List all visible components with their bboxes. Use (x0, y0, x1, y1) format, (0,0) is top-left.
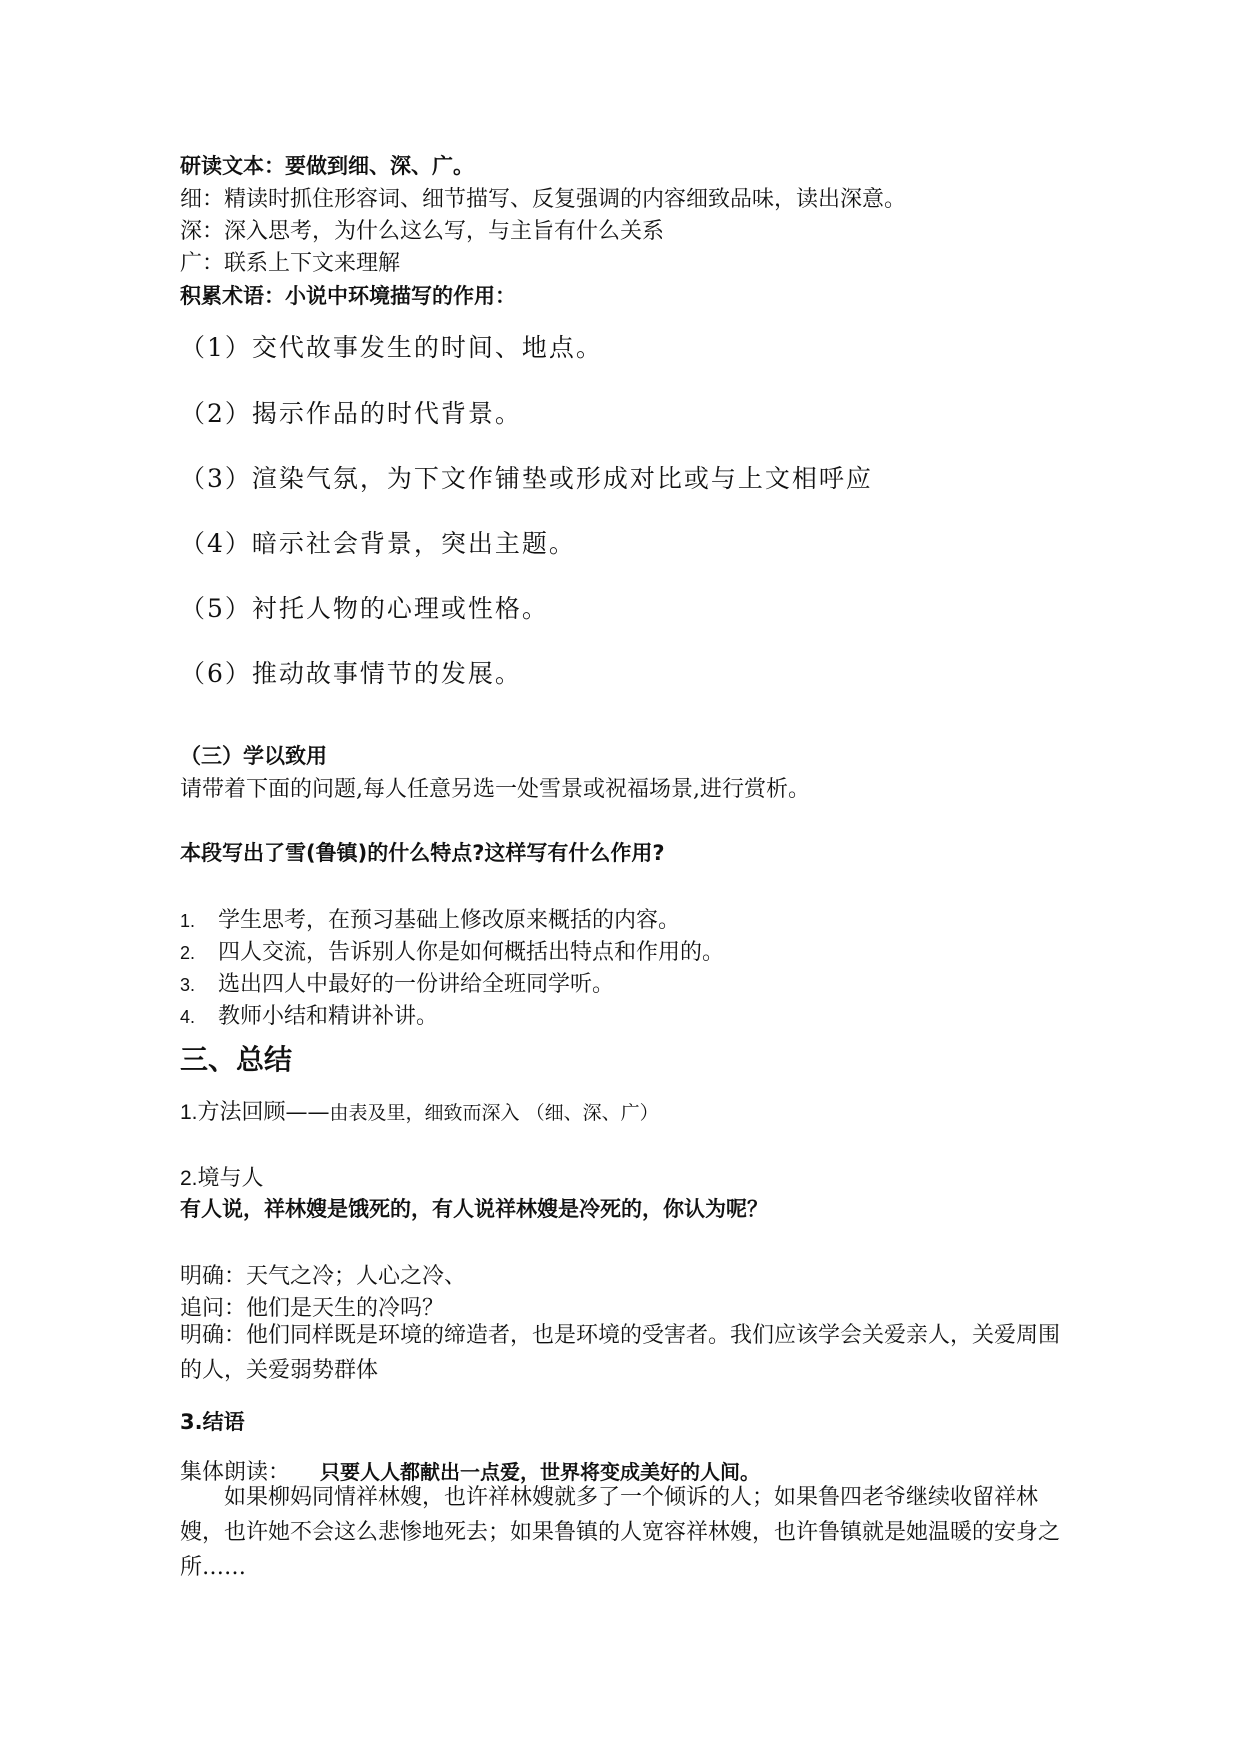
summary-heading: 三、总结 (180, 1043, 293, 1076)
method-text: 由表及里，细致而深入 （细、深、广） (329, 1102, 659, 1124)
group-reading-label: 集体朗读： (180, 1460, 291, 1485)
conclusion-paragraph: 如果柳妈同情祥林嫂，也许祥林嫂就多了一个倾诉的人；如果鲁四老爷继续收留祥林嫂，也许她不会这么悲惨地死去；如果鲁镇的人宽容祥林嫂，也许鲁镇就是她温暖的安身之所…… (180, 1485, 1061, 1580)
clarify-2: 明确：他们同样既是环境的缔造者，也是环境的受害者。我们应该学会关爱亲人，关爱周围的人，关爱弱势群体 (180, 1323, 1061, 1383)
method-label: 方法回顾—— (197, 1100, 330, 1125)
env-line (180, 1161, 264, 1192)
step-text: 四人交流，告诉别人你是如何概括出特点和作用的。 (218, 940, 725, 965)
step-text: 学生思考，在预习基础上修改原来概括的内容。 (218, 908, 681, 933)
apply-question: 本段写出了雪(鲁镇)的什么特点?这样写有什么作用? (180, 841, 665, 865)
method-review (180, 1095, 659, 1126)
term-item: （5）衬托人物的心理或性格。 (180, 594, 549, 623)
method-number: 1. (180, 1101, 198, 1124)
conclusion-heading: 3.结语 (180, 1410, 245, 1434)
step-item (180, 967, 614, 998)
term-item: （3）渲染气氛，为下文作铺垫或形成对比或与上文相呼应 (180, 464, 873, 493)
term-item: （4）暗示社会背景，突出主题。 (180, 529, 576, 558)
step-number: 2. (180, 943, 196, 963)
env-question: 有人说，祥林嫂是饿死的，有人说祥林嫂是冷死的，你认为呢？ (180, 1197, 768, 1221)
follow-up: 追问：他们是天生的冷吗？ (180, 1296, 445, 1321)
read-heading: 研读文本：要做到细、深、广。 (180, 154, 474, 178)
term-item: （6）推动故事情节的发展。 (180, 659, 522, 688)
step-text: 教师小结和精讲补讲。 (218, 1004, 439, 1029)
apply-heading: （三）学以致用 (180, 744, 327, 768)
step-item (180, 903, 680, 934)
read-fine: 细：精读时抓住形容词、细节描写、反复强调的内容细致品味，读出深意。 (180, 187, 907, 212)
apply-instruction: 请带着下面的问题,每人任意另选一处雪景或祝福场景,进行赏析。 (180, 777, 810, 802)
group-reading-text: 只要人人都献出一点爱，世界将变成美好的人间。 (320, 1460, 761, 1484)
read-deep: 深：深入思考，为什么这么写，与主旨有什么关系 (180, 219, 665, 244)
term-item: （2）揭示作品的时代背景。 (180, 399, 522, 428)
step-number: 4. (180, 1007, 196, 1027)
step-item (180, 999, 438, 1030)
step-text: 选出四人中最好的一份讲给全班同学听。 (218, 972, 615, 997)
step-number: 1. (180, 911, 196, 931)
step-number: 3. (180, 975, 196, 995)
term-item: （1）交代故事发生的时间、地点。 (180, 333, 603, 362)
terms-heading: 积累术语：小说中环境描写的作用： (180, 284, 516, 308)
clarify-1: 明确：天气之冷；人心之冷、 (180, 1264, 467, 1289)
env-number: 2. (180, 1167, 198, 1190)
read-wide: 广：联系上下文来理解 (180, 251, 401, 276)
env-label: 境与人 (197, 1166, 264, 1191)
step-item (180, 935, 724, 966)
